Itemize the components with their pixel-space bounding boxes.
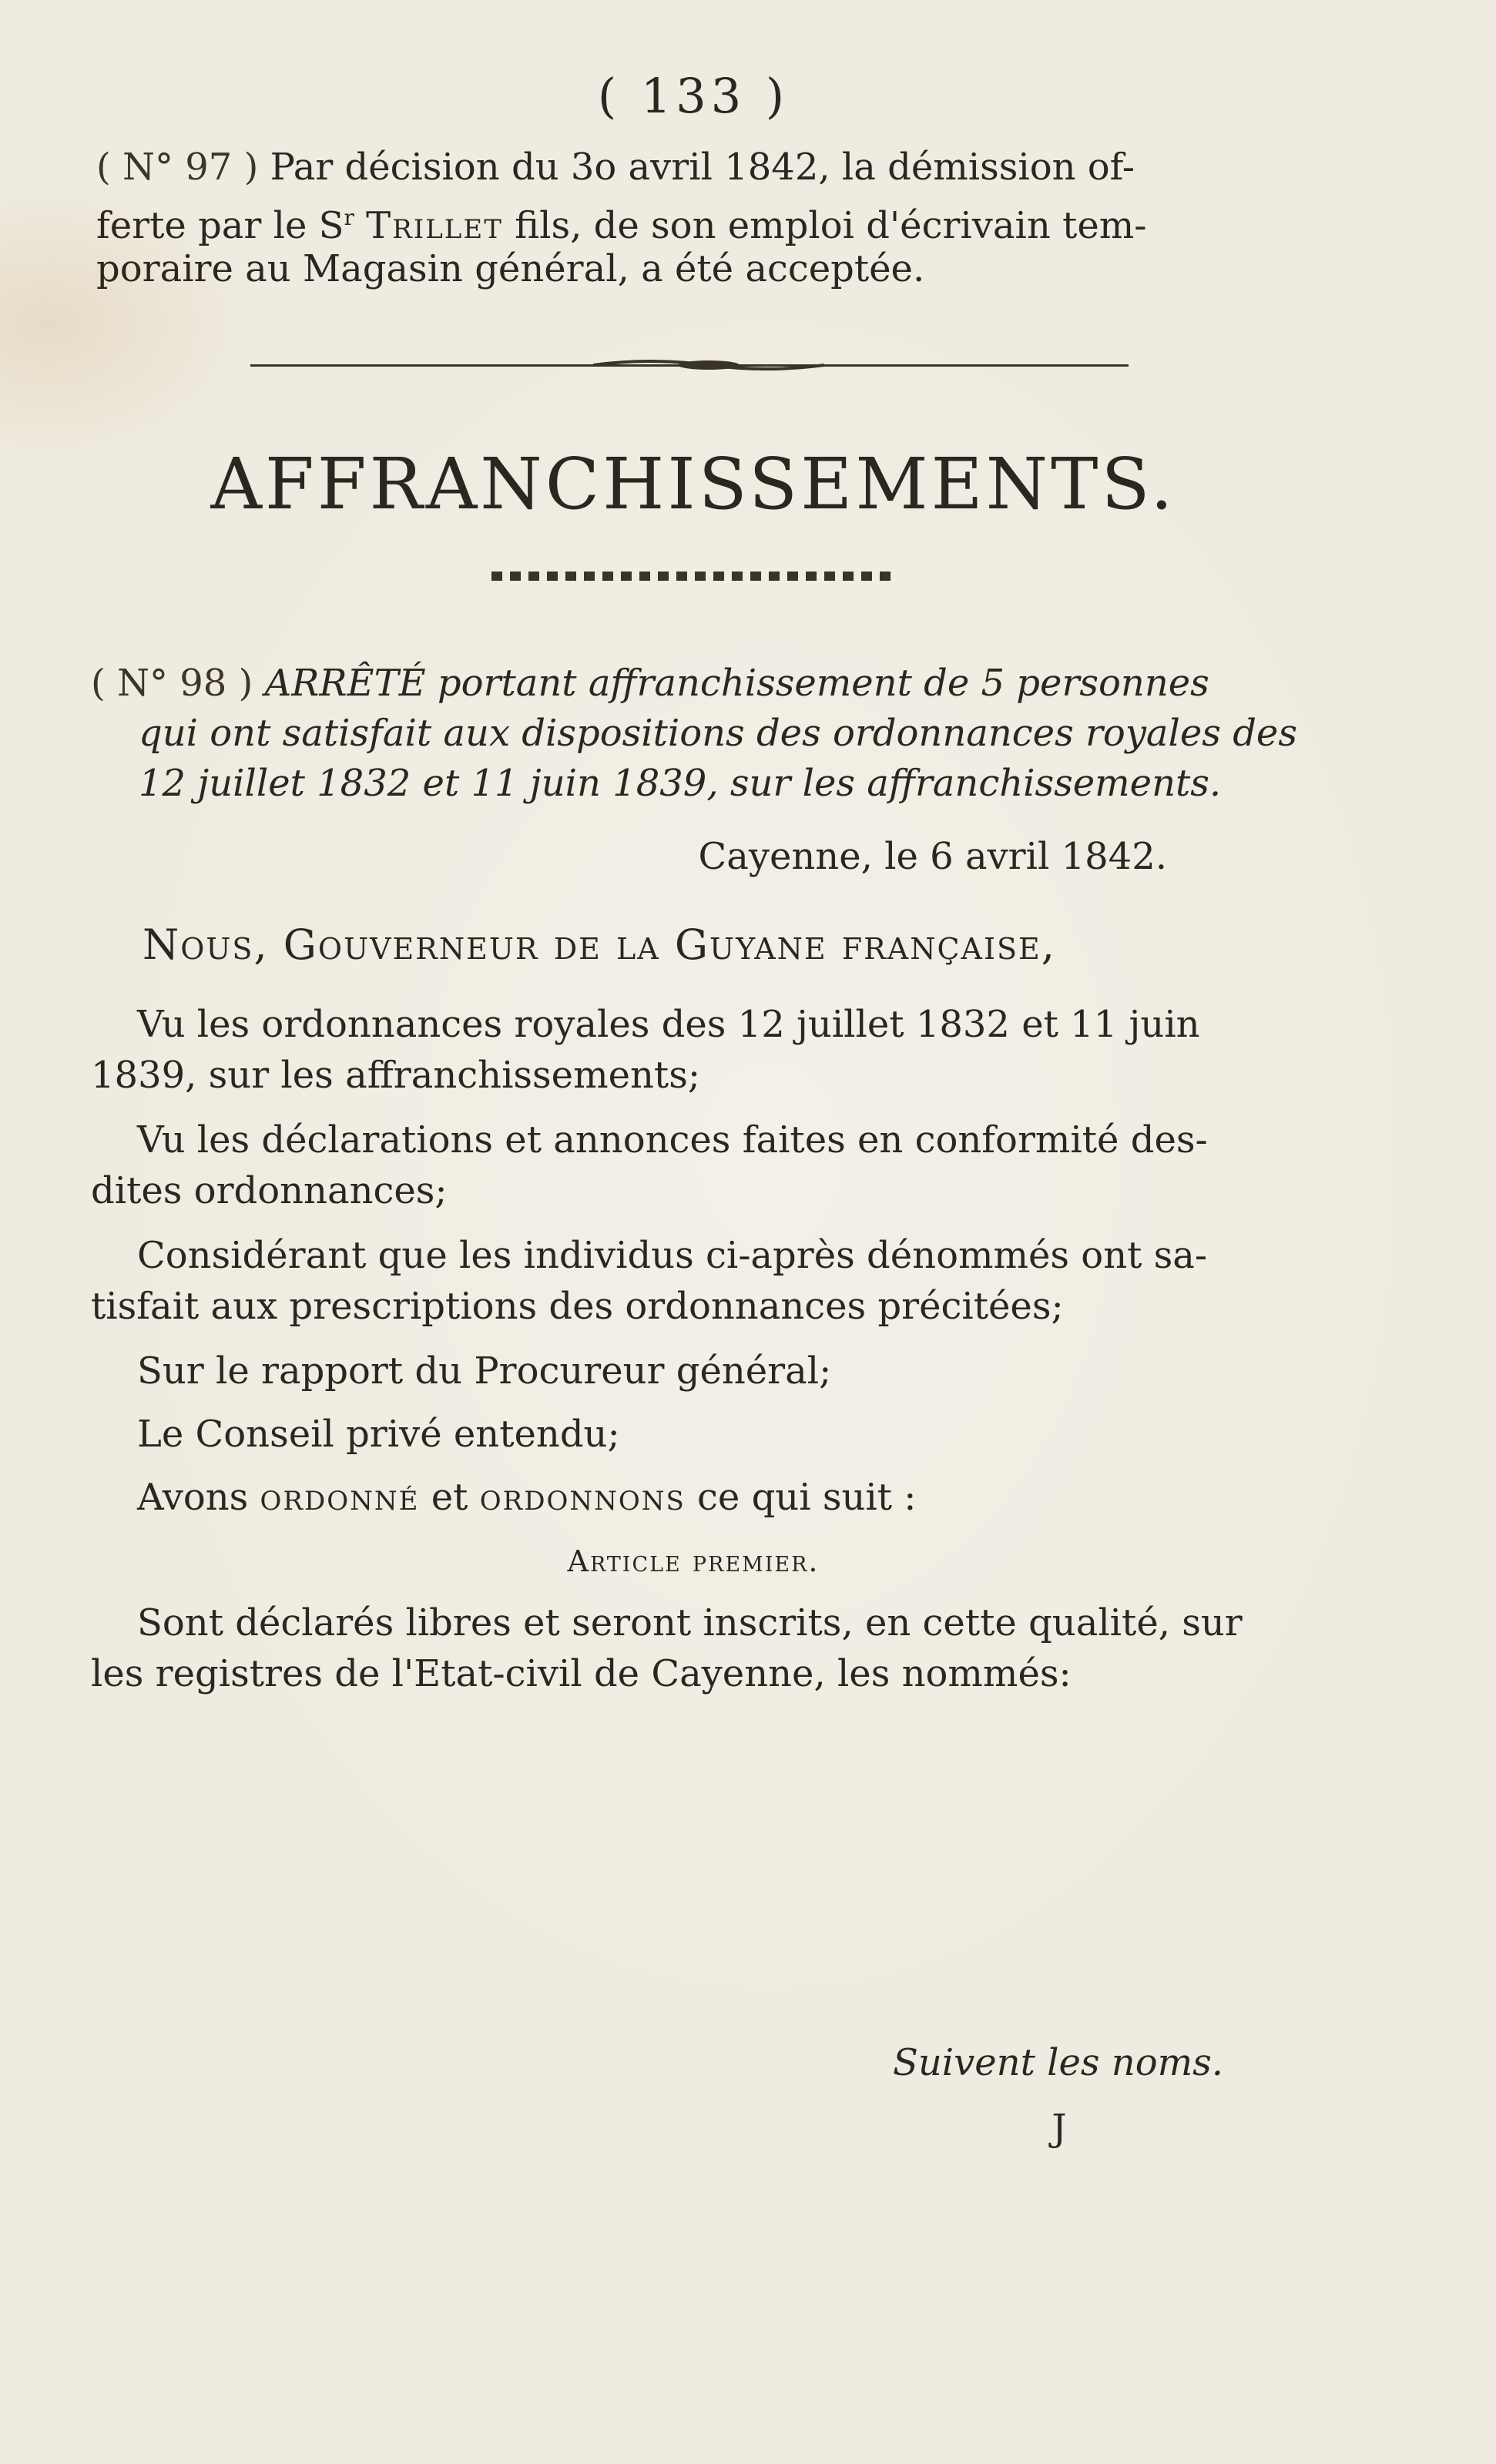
entry-97-sup: r xyxy=(344,205,354,230)
body-line-1b: 1839, sur les affranchissements; xyxy=(91,1054,701,1097)
section-title: AFFRANCHISSEMENTS. xyxy=(210,443,1176,525)
body-line-7a: Sont déclarés libres et seront inscrits, en cette qualité, sur xyxy=(137,1601,1243,1644)
entry-98-ref: ( N° 98 ) xyxy=(91,662,253,705)
entry-97-line-2 xyxy=(96,193,1298,250)
entry-98-line-2: qui ont satisfait aux dispositions des ordonnances royales des xyxy=(139,712,1297,755)
body-line-1a: Vu les ordonnances royales des 12 juillet 1832 et 11 juin xyxy=(137,1003,1200,1046)
entry-97-text-2b: fils, de son emploi d'écrivain tem- xyxy=(515,204,1147,247)
body-line-2a: Vu les déclarations et annonces faites en conformité des- xyxy=(137,1118,1208,1162)
entry-98-line-1 xyxy=(91,659,1308,708)
ornament-divider-icon xyxy=(593,357,824,373)
entry-97-text-1: Par décision du 3o avril 1842, la démission of- xyxy=(270,146,1135,189)
entry-97-name: Trillet xyxy=(366,204,503,247)
body-line-7b: les registres de l'Etat-civil de Cayenne, les nommés: xyxy=(91,1652,1072,1695)
article-heading-text: Article premier. xyxy=(567,1544,820,1578)
body-line-5: Le Conseil privé entendu; xyxy=(137,1413,620,1456)
body-line-6-pre: Avons xyxy=(137,1476,249,1519)
body-line-3b: tisfait aux prescriptions des ordonnances précitées; xyxy=(91,1285,1064,1328)
entry-97-text-2a: ferte par le S xyxy=(96,204,344,247)
signature-mark: J xyxy=(1052,2107,1067,2150)
entry-98-line-3: 12 juillet 1832 et 11 juin 1839, sur les affranchissements. xyxy=(139,762,1222,805)
intro-text: Nous, Gouverneur de la Guyane française, xyxy=(143,920,1056,969)
body-line-4: Sur le rapport du Procureur général; xyxy=(137,1349,832,1393)
article-heading xyxy=(0,1537,1387,1586)
entry-98-text-1: ARRÊTÉ portant affranchissement de 5 personnes xyxy=(264,662,1209,705)
body-line-6 xyxy=(137,1473,1293,1522)
body-line-6-sc2: ordonnons xyxy=(479,1476,686,1519)
entry-97-line-1 xyxy=(96,142,1298,192)
entry-97-line-3: poraire au Magasin général, a été acceptée. xyxy=(96,247,925,290)
suivent-les-noms: Suivent les noms. xyxy=(893,2041,1223,2084)
body-line-6-mid: et xyxy=(431,1476,468,1519)
body-line-3a: Considérant que les individus ci-après dénommés ont sa- xyxy=(137,1234,1208,1277)
entry-97-ref: ( N° 97 ) xyxy=(96,146,259,189)
dateline: Cayenne, le 6 avril 1842. xyxy=(698,835,1167,878)
page-number: ( 133 ) xyxy=(597,68,790,124)
body-line-6-sc1: ordonné xyxy=(260,1476,420,1519)
dotted-divider xyxy=(491,572,892,581)
intro-line xyxy=(143,920,1298,970)
body-line-2b: dites ordonnances; xyxy=(91,1169,448,1212)
body-line-6-post: ce qui suit : xyxy=(697,1476,917,1519)
